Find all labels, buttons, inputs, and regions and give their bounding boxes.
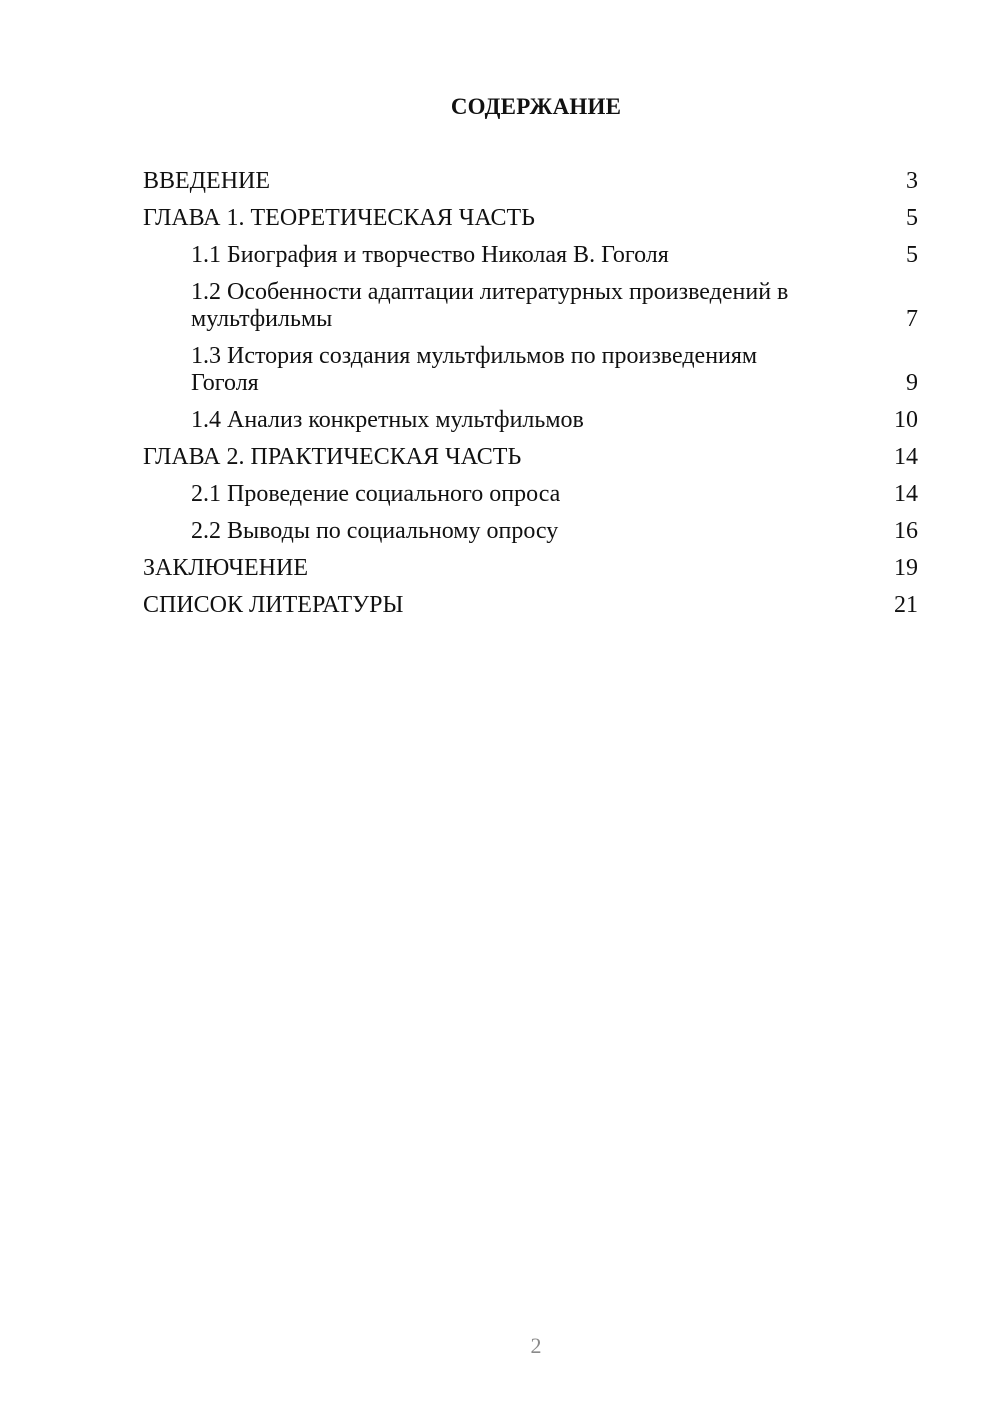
toc-entry-page: 10 bbox=[894, 407, 918, 433]
toc-entry-text: 1.3 История создания мультфильмов по произведениям Гоголя bbox=[191, 343, 758, 396]
toc-entry-page: 16 bbox=[894, 518, 918, 544]
toc-entry-text: 2.1 Проведение социального опроса bbox=[191, 481, 561, 507]
toc-entry-text: 1.4 Анализ конкретных мультфильмов bbox=[191, 407, 584, 433]
toc-title: СОДЕРЖАНИЕ bbox=[450, 94, 622, 119]
toc-entry-text: СПИСОК ЛИТЕРАТУРЫ bbox=[143, 592, 404, 618]
toc-entry-introduction bbox=[143, 168, 918, 195]
toc-entry-text: ГЛАВА 2. ПРАКТИЧЕСКАЯ ЧАСТЬ bbox=[143, 444, 522, 470]
toc-entry-text: 2.2 Выводы по социальному опросу bbox=[191, 518, 559, 544]
toc-entry-section-2-1 bbox=[143, 481, 918, 508]
toc-entry-page: 9 bbox=[906, 370, 918, 396]
toc-entry-section-1-1 bbox=[143, 242, 918, 269]
toc-entry-page: 7 bbox=[906, 306, 918, 332]
table-of-contents bbox=[143, 168, 918, 629]
toc-entry-page: 5 bbox=[906, 205, 918, 231]
page-number: 2 bbox=[530, 1333, 542, 1358]
toc-entry-section-2-2 bbox=[143, 518, 918, 545]
toc-entry-conclusion bbox=[143, 555, 918, 582]
toc-entry-page: 21 bbox=[894, 592, 918, 618]
toc-entry-section-1-4 bbox=[143, 407, 918, 434]
toc-entry-text: 1.2 Особенности адаптации литературных произведений в мультфильмы bbox=[191, 279, 789, 332]
toc-entry-page: 14 bbox=[894, 481, 918, 507]
toc-entry-text: ЗАКЛЮЧЕНИЕ bbox=[143, 555, 308, 581]
toc-entry-references bbox=[143, 592, 918, 619]
toc-entry-chapter-1 bbox=[143, 205, 918, 232]
toc-entry-text: ГЛАВА 1. ТЕОРЕТИЧЕСКАЯ ЧАСТЬ bbox=[143, 205, 535, 231]
toc-entry-page: 14 bbox=[894, 444, 918, 470]
toc-entry-chapter-2 bbox=[143, 444, 918, 471]
toc-entry-page: 5 bbox=[906, 242, 918, 268]
toc-entry-section-1-3 bbox=[143, 343, 918, 397]
toc-entry-text: ВВЕДЕНИЕ bbox=[143, 168, 271, 194]
toc-entry-section-1-2 bbox=[143, 279, 918, 333]
toc-entry-text: 1.1 Биография и творчество Николая В. Гоголя bbox=[191, 242, 669, 268]
toc-entry-page: 19 bbox=[894, 555, 918, 581]
toc-entry-page: 3 bbox=[906, 168, 918, 194]
